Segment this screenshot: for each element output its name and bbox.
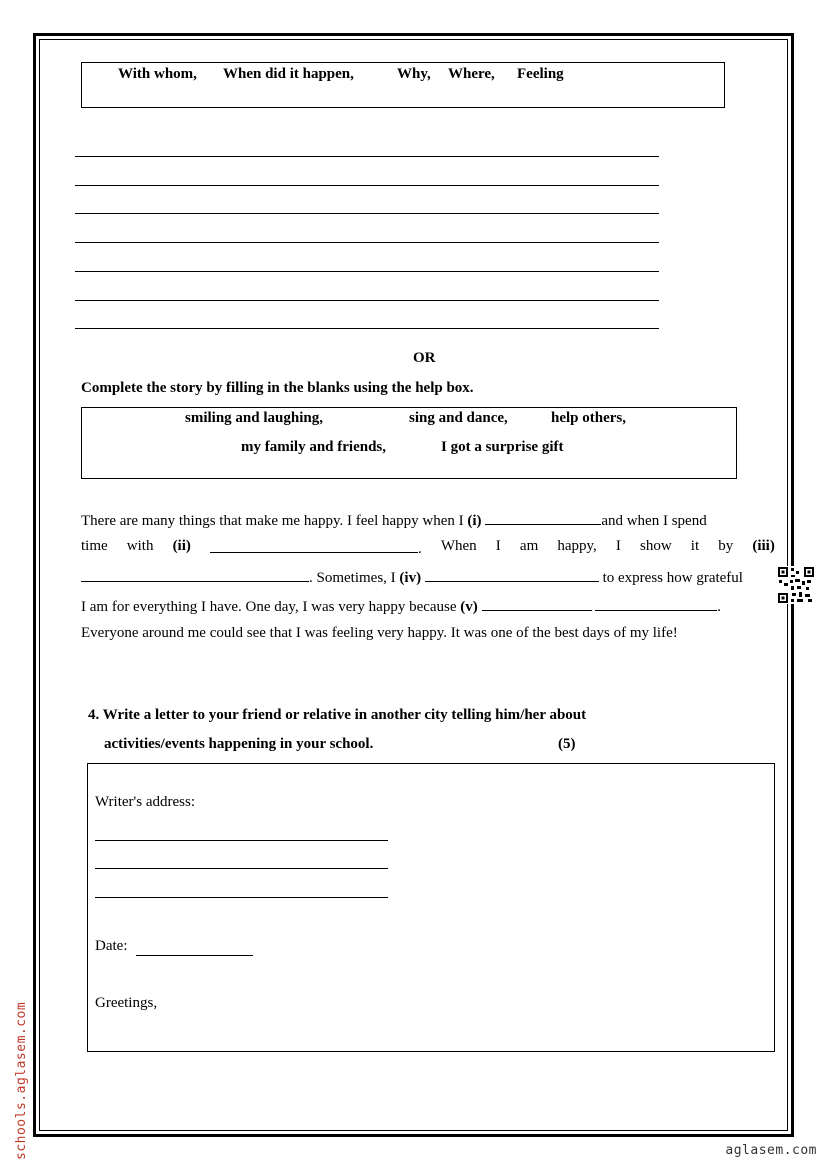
help-sing-dance: sing and dance, [409, 410, 508, 426]
hint-feeling: Feeling [517, 66, 564, 82]
blank-v-part1[interactable] [482, 596, 592, 611]
writing-line[interactable] [75, 328, 659, 329]
writing-line[interactable] [75, 300, 659, 301]
blank-label-v: (v) [460, 599, 478, 615]
hint-why: Why, [397, 66, 431, 82]
story-line-2: time with (ii) . When I am happy, I show it by (iii) [81, 538, 775, 557]
hint-with-whom: With whom, [118, 66, 197, 82]
q4-prompt-line-1: 4. Write a letter to your friend or relative in another city telling him/her about [88, 707, 587, 723]
story-line-4: I am for everything I have. One day, I was very happy because (v) . [81, 596, 721, 616]
blank-iv[interactable] [425, 567, 599, 582]
help-smiling: smiling and laughing, [185, 410, 323, 426]
help-box [81, 407, 737, 479]
help-surprise-gift: I got a surprise gift [441, 439, 564, 455]
qr-code-icon [777, 566, 815, 604]
address-line[interactable] [95, 897, 388, 898]
q4-marks: (5) [558, 736, 576, 752]
story-line-3: . Sometimes, I (iv) to express how grateful [81, 567, 743, 587]
address-line[interactable] [95, 868, 388, 869]
date-line[interactable] [136, 955, 253, 956]
writing-line[interactable] [75, 156, 659, 157]
blank-label-i: (i) [467, 513, 482, 529]
blank-label-iv: (iv) [399, 570, 422, 586]
hint-when: When did it happen, [223, 66, 354, 82]
writing-line[interactable] [75, 242, 659, 243]
help-family-friends: my family and friends, [241, 439, 387, 455]
or-separator: OR [413, 350, 436, 366]
address-line[interactable] [95, 840, 388, 841]
story-line-1: There are many things that make me happy. I feel happy when I (i) and when I spend [81, 510, 707, 530]
writing-line[interactable] [75, 271, 659, 272]
writing-line[interactable] [75, 213, 659, 214]
story-line-5: Everyone around me could see that I was feeling very happy. It was one of the best days of my life! [81, 625, 678, 641]
q4-prompt-line-2: activities/events happening in your school. [104, 736, 374, 752]
writing-line[interactable] [75, 185, 659, 186]
hint-where: Where, [448, 66, 495, 82]
writers-address-label: Writer's address: [95, 794, 195, 810]
blank-label-iii: (iii) [752, 538, 775, 554]
hint-box [81, 62, 725, 108]
blank-ii[interactable] [210, 538, 418, 553]
help-help-others: help others, [551, 410, 626, 426]
blank-i[interactable] [485, 510, 601, 525]
date-label: Date: [95, 938, 128, 954]
blank-iii[interactable] [81, 567, 309, 582]
blank-label-ii: (ii) [172, 538, 191, 554]
side-watermark: schools.aglasem.com [14, 1001, 29, 1160]
greetings-label: Greetings, [95, 995, 158, 1011]
q4-number: 4. [88, 707, 100, 723]
blank-v-part2[interactable] [595, 596, 717, 611]
footer-watermark: aglasem.com [725, 1143, 817, 1158]
fill-blanks-instruction: Complete the story by filling in the blanks using the help box. [81, 380, 474, 396]
